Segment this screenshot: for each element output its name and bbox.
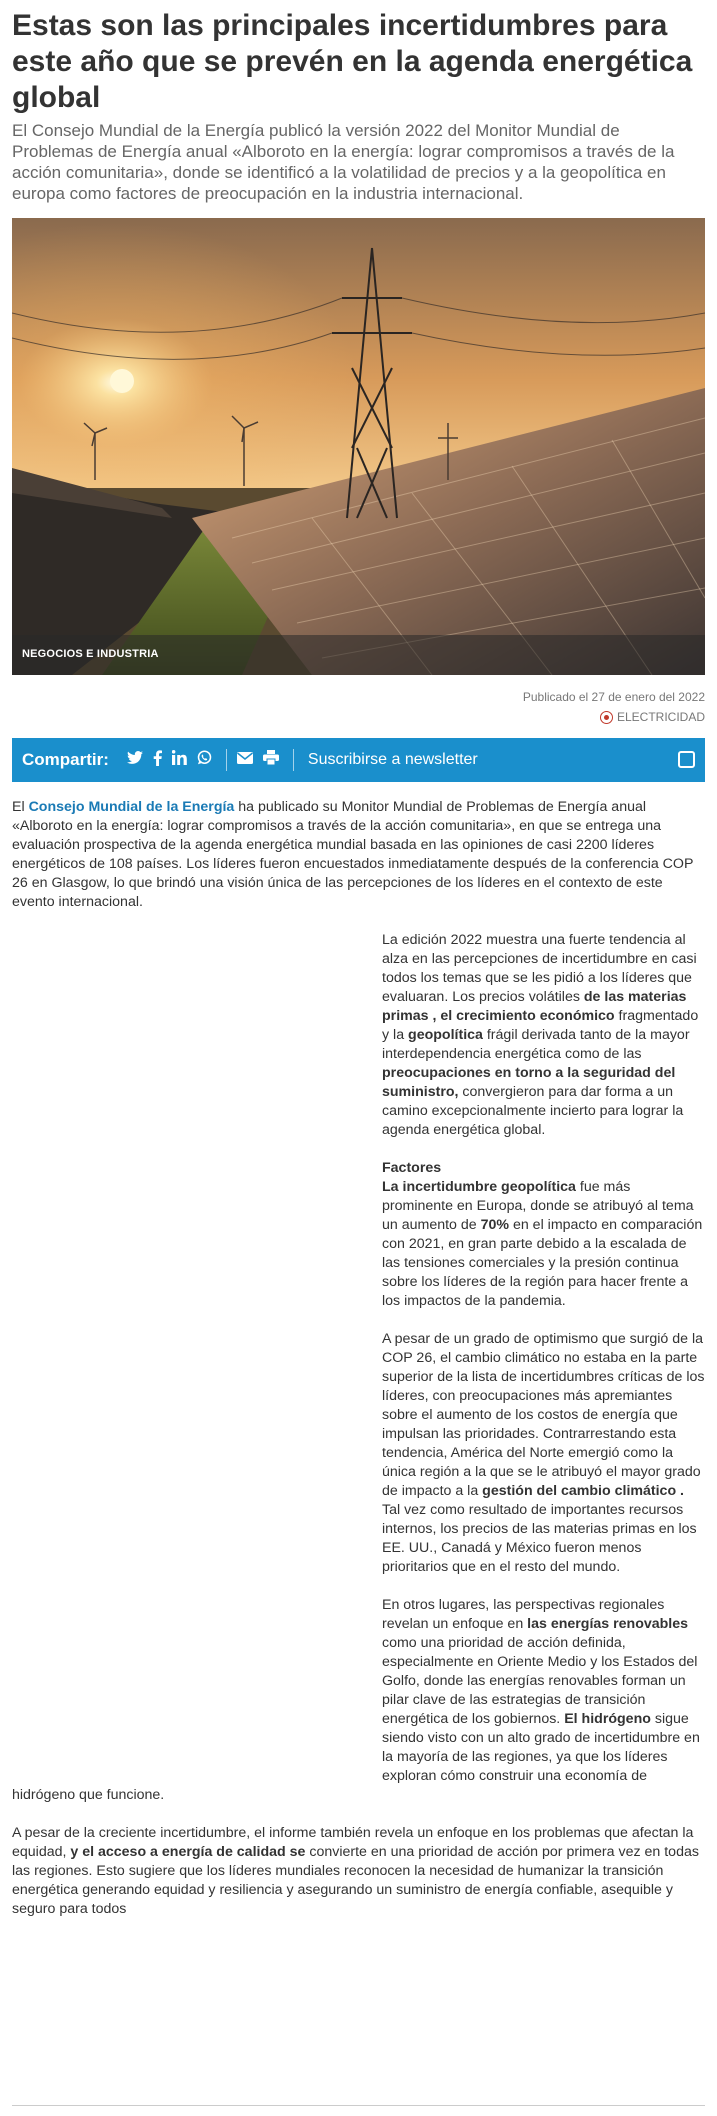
whatsapp-icon[interactable] — [197, 750, 212, 770]
print-icon[interactable] — [263, 750, 279, 770]
hero-image — [12, 218, 705, 675]
facebook-icon[interactable] — [153, 750, 162, 771]
share-separator — [226, 749, 227, 771]
paragraph-intro: El Consejo Mundial de la Energía ha publicado su Monitor Mundial de Problemas de Energía anual «Alboroto en la energía: lograr compromisos a través de la acción comunitaria», en que se entrega una evaluación prospectiva de la agenda energética mundial basada en las opiniones de casi 2200 líderes energéticos de 108 países. Los líderes fueron encuestados inmediatamente después de la conferencia COP 26 en Glasgow, lo que brindó una visión única de las percepciones de los líderes en el contexto de este evento internacional. — [12, 799, 694, 910]
category-dot-icon — [600, 711, 613, 724]
category-label: ELECTRICIDAD — [616, 710, 705, 724]
share-label: Compartir: — [22, 750, 109, 769]
section-heading-factores: Factores — [382, 1160, 442, 1176]
twitter-icon[interactable] — [127, 751, 143, 770]
category-link[interactable] — [600, 710, 705, 724]
rss-icon[interactable] — [678, 751, 695, 768]
article-body — [12, 798, 705, 1919]
article-title: Estas son las principales incertidumbres para este año que se prevén en la agenda energética global — [12, 9, 693, 114]
email-icon[interactable] — [237, 751, 253, 769]
share-separator — [293, 749, 294, 771]
paragraph-geopolitics: La incertidumbre geopolítica fue más prominente en Europa, donde se atribuyó al tema un aumento de 70% en el impacto en comparación con 2021, en gran parte debido a la escalada de las tensiones comerciales y la presión continua sobre los líderes de la región para hacer frente a los impactos de la pandemia. — [382, 1179, 703, 1309]
bottom-divider — [12, 2105, 705, 2106]
paragraph-renewables-end: hidrógeno que funcione. — [12, 1787, 165, 1803]
image-category-tag[interactable]: NEGOCIOS E INDUSTRIA — [12, 635, 705, 675]
council-link[interactable]: Consejo Mundial de la Energía — [28, 799, 235, 815]
paragraph-2022-edition: La edición 2022 muestra una fuerte tendencia al alza en las percepciones de incertidumbre en casi todos los temas que se les pidió a los líderes que evaluaran. Los precios volátiles de las materias primas , el crecimiento económico fragmentado y la geopolítica frágil derivada tanto de la mayor interdependencia energética como de las preocupaciones en torno a la seguridad del suministro, convergieron para dar forma a un camino excepcionalmente incierto para lograr la agenda energética global. — [382, 932, 699, 1138]
newsletter-link[interactable]: Suscribirse a newsletter — [307, 751, 478, 768]
article-lead: El Consejo Mundial de la Energía publicó la versión 2022 del Monitor Mundial de Problemas de Energía anual «Alboroto en la energía: lograr compromisos a través de la acción comunitaria», donde se identificó a la volatilidad de precios y a la geopolítica en europa como factores de preocupación en la industria internacional. — [12, 121, 675, 203]
publish-date: Publicado el 27 de enero del 2022 — [522, 690, 705, 704]
linkedin-icon[interactable] — [172, 750, 187, 770]
paragraph-climate: A pesar de un grado de optimismo que surgió de la COP 26, el cambio climático no estaba en la parte superior de la lista de incertidumbres críticas de los líderes, con preocupaciones más apremiantes sobre el aumento de los costos de energía que impulsan las prioridades. Contrarrestando esta tendencia, América del Norte emergió como la única región a la que se le atribuyó el mayor grado de impacto a la gestión del cambio climático . Tal vez como resultado de importantes recursos internos, los precios de las materias primas en los EE. UU., Canadá y México fueron menos prioritarios que en el resto del mundo. — [382, 1331, 705, 1575]
share-bar — [12, 738, 705, 782]
paragraph-equity: A pesar de la creciente incertidumbre, el informe también revela un enfoque en los problemas que afectan la equidad, y el acceso a energía de calidad se convierte en una prioridad de acción por primera vez en todas las regiones. Esto sugiere que los líderes mundiales reconocen la necesidad de humanizar la transición energética generando equidad y resiliencia y asegurando un suministro de energía confiable, asequible y seguro para todos — [12, 1825, 699, 1917]
paragraph-renewables: En otros lugares, las perspectivas regionales revelan un enfoque en las energías renovables como una prioridad de acción definida, especialmente en Oriente Medio y los Estados del Golfo, donde las energías renovables forman un pilar clave de las estrategias de transición energética de los gobiernos. El hidrógeno sigue siendo visto con un alto grado de incertidumbre en la mayoría de las regiones, ya que los líderes exploran cómo construir una economía de — [382, 1597, 700, 1784]
